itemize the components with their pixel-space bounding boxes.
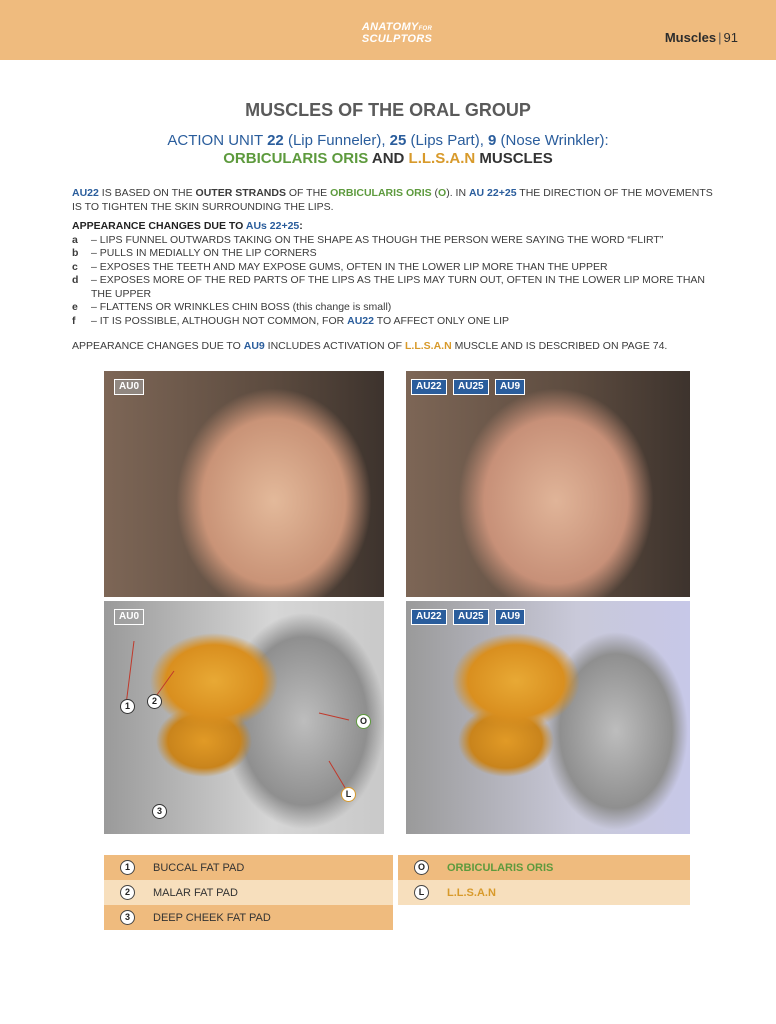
- au-tag: AU22: [411, 379, 447, 395]
- appearance-changes-heading: APPEARANCE CHANGES DUE TO AUs 22+25:: [72, 220, 303, 232]
- au-tag: AU25: [453, 379, 489, 395]
- fat-pad-legend: [104, 855, 393, 930]
- legend-row: O ORBICULARIS ORIS: [398, 855, 690, 880]
- au-tag: AU25: [453, 609, 489, 625]
- callout-llsan: L: [341, 787, 356, 802]
- au-tag: AU0: [114, 379, 144, 395]
- callout-orbicularis-oris: O: [356, 714, 371, 729]
- page-title: MUSCLES OF THE ORAL GROUP: [245, 100, 531, 120]
- legend-row: 3 DEEP CHEEK FAT PAD: [104, 905, 393, 930]
- callout-3: 3: [152, 804, 167, 819]
- list-item: a – LIPS FUNNEL OUTWARDS TAKING ON THE SHAPE AS THOUGH THE PERSON WERE SAYING THE WORD “FLIRT”: [72, 233, 664, 246]
- au-tag: AU9: [495, 609, 525, 625]
- funneled-lips-muscle-render: [406, 601, 690, 834]
- neutral-muscle-render: [104, 601, 384, 834]
- funneled-lips-face-photo: [406, 371, 690, 597]
- list-item: f – IT IS POSSIBLE, ALTHOUGH NOT COMMON, FOR AU22 TO AFFECT ONLY ONE LIP: [72, 314, 509, 327]
- au-tag: AU0: [114, 609, 144, 625]
- legend-row: 1 BUCCAL FAT PAD: [104, 855, 393, 880]
- au-tag: AU9: [495, 379, 525, 395]
- list-item: b – PULLS IN MEDIALLY ON THE LIP CORNERS: [72, 247, 317, 259]
- muscle-legend: [398, 855, 690, 905]
- au9-note: APPEARANCE CHANGES DUE TO AU9 INCLUDES ACTIVATION OF L.L.S.A.N MUSCLE AND IS DESCRIBED ON PAGE 74.: [72, 340, 668, 352]
- action-unit-subtitle: ACTION UNIT 22 (Lip Funneler), 25 (Lips Part), 9 (Nose Wrinkler):: [167, 132, 609, 149]
- list-item: c – EXPOSES THE TEETH AND MAY EXPOSE GUMS, OFTEN IN THE LOWER LIP MORE THAN THE UPPER: [72, 260, 608, 273]
- page-number: 91: [723, 30, 738, 45]
- callout-2: 2: [147, 694, 162, 709]
- intro-paragraph: AU22 IS BASED ON THE OUTER STRANDS OF THE ORBICULARIS ORIS (O). IN AU 22+25 THE DIRECTION OF THE MOVEMENTS IS TO TIGHTEN THE SKIN SURROUNDING THE LIPS.: [72, 187, 713, 213]
- legend-row: 2 MALAR FAT PAD: [104, 880, 393, 905]
- page-header: [0, 0, 776, 60]
- anatomy-for-sculptors-logo: ANATOMYFOR SCULPTORS: [361, 21, 433, 45]
- au-tag: AU22: [411, 609, 447, 625]
- muscles-subtitle: ORBICULARIS ORIS AND L.L.S.A.N MUSCLES: [223, 150, 553, 167]
- neutral-face-photo: [104, 371, 384, 597]
- callout-1: 1: [120, 699, 135, 714]
- appearance-changes: [72, 220, 722, 328]
- list-item: e – FLATTENS OR WRINKLES CHIN BOSS (this change is small): [72, 301, 392, 313]
- section-name: Muscles: [664, 30, 717, 45]
- list-item: d – EXPOSES MORE OF THE RED PARTS OF THE LIPS AS THE LIPS MAY TURN OUT, OFTEN IN THE LOWER LIP MORE THAN THE UPPER: [72, 274, 705, 300]
- page-reference: Muscles | 91: [664, 30, 738, 45]
- legend-row: L L.L.S.A.N: [398, 880, 690, 905]
